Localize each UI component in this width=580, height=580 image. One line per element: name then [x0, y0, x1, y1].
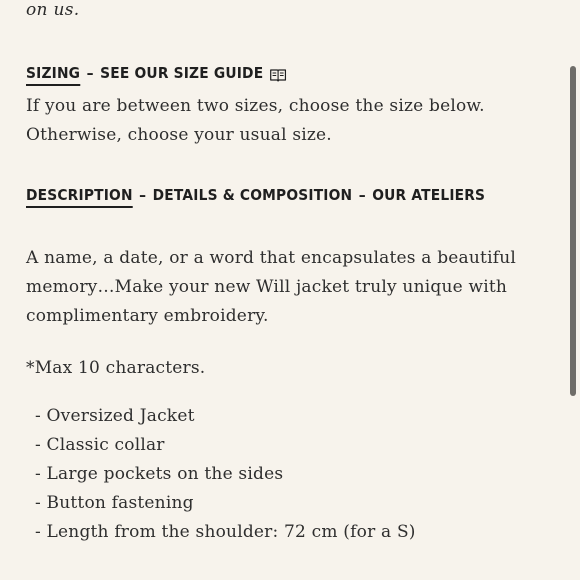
feature-item: - Classic collar: [35, 435, 165, 455]
description-paragraph: [26, 244, 516, 331]
feature-list: [35, 402, 416, 547]
book-icon[interactable]: [270, 68, 287, 86]
feature-item: - Length from the shoulder: 72 cm (for a S): [35, 522, 416, 542]
scrollbar-thumb[interactable]: [570, 66, 576, 396]
sizing-tab[interactable]: SIZING: [26, 64, 80, 86]
intro-text-tail: on us.: [26, 0, 80, 20]
size-guide-link[interactable]: SEE OUR SIZE GUIDE: [100, 64, 264, 82]
description-tab[interactable]: DESCRIPTION: [26, 186, 133, 208]
sizing-heading: [26, 64, 286, 86]
sizing-text-line: Otherwise, choose your usual size.: [26, 125, 332, 145]
description-line: memory…Make your new Will jacket truly unique with: [26, 277, 508, 297]
description-separator: –: [139, 186, 147, 204]
feature-item: - Large pockets on the sides: [35, 464, 284, 484]
feature-item: - Button fastening: [35, 493, 194, 513]
description-line: A name, a date, or a word that encapsulates a beautiful: [26, 248, 516, 268]
sizing-separator: –: [86, 64, 94, 82]
sizing-text-line: If you are between two sizes, choose the size below.: [26, 96, 485, 116]
feature-item: - Oversized Jacket: [35, 406, 195, 426]
description-separator: –: [358, 186, 366, 204]
description-line: complimentary embroidery.: [26, 306, 269, 326]
sizing-text: [26, 92, 485, 150]
max-characters-note: *Max 10 characters.: [26, 358, 206, 378]
details-composition-link[interactable]: DETAILS & COMPOSITION: [152, 186, 353, 204]
description-heading: [26, 186, 485, 208]
our-ateliers-link[interactable]: OUR ATELIERS: [372, 186, 486, 204]
